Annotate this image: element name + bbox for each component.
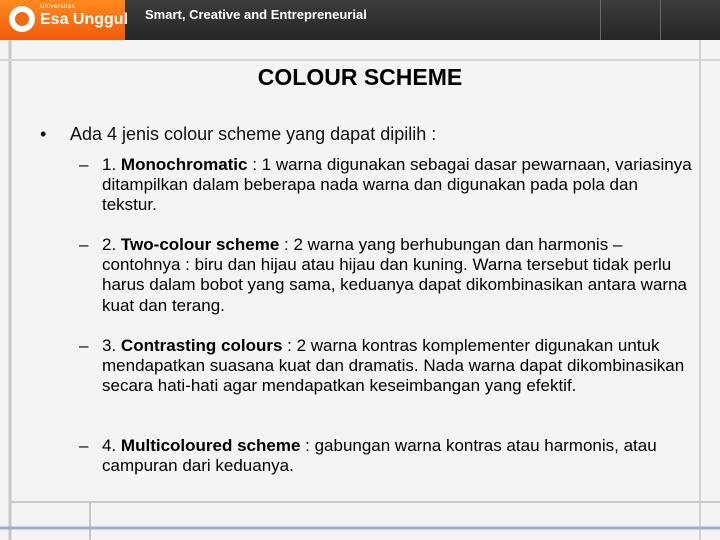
item-term: Two-colour scheme: [120, 235, 280, 254]
item-description: : 2 warna kontras komplementer digunakan untuk mendapatkan suasana kuat dan dramatis. Nada warna dapat dikombinasikan secara hati-hati agar mendapatkan keseimbangan yang efektif.: [102, 336, 685, 396]
item-description: : gabungan warna kontras atau harmonis, atau campuran dari keduanya.: [102, 436, 657, 476]
item-description: : 2 warna yang berhubungan dan harmonis – contohnya : biru dan hijau atau hijau dan kuning. Warna tersebut tidak perlu harus dalam bobot yang sama, keduanya dapat dikombinasikan antara warna kuat dan terang.: [102, 235, 687, 315]
list-item: [79, 235, 692, 316]
item-term: Monochromatic: [120, 155, 248, 174]
item-term: Contrasting colours: [120, 336, 283, 355]
intro-bullet-item: [40, 124, 436, 145]
list-item: [79, 336, 692, 397]
dash-icon: –: [79, 155, 89, 174]
logo-small-text: Universitas: [40, 4, 76, 10]
item-term: Multicoloured scheme: [120, 436, 301, 455]
intro-text: Ada 4 jenis colour scheme yang dapat dipilih :: [70, 124, 437, 144]
list-item: [79, 155, 692, 216]
header-bar: [0, 0, 720, 40]
item-number: 1.: [102, 155, 117, 174]
dash-icon: –: [79, 436, 89, 455]
item-number: 4.: [102, 436, 117, 455]
bullet-icon: •: [40, 124, 47, 144]
item-number: 3.: [102, 336, 117, 355]
dash-icon: –: [79, 235, 89, 254]
list-item: [79, 436, 692, 476]
university-logo: [0, 0, 129, 40]
header-divider: [660, 0, 661, 40]
logo-text: Esa Unggul: [40, 11, 129, 28]
header-tagline: Smart, Creative and Entrepreneurial: [145, 7, 367, 22]
item-number: 2.: [102, 235, 117, 254]
slide-title: COLOUR SCHEME: [257, 64, 463, 90]
header-divider: [600, 0, 601, 40]
item-description: : 1 warna digunakan sebagai dasar pewarnaan, variasinya ditampilkan dalam beberapa nada warna dan digunakan pada pola dan tekstur.: [102, 155, 692, 215]
dash-icon: –: [79, 336, 89, 355]
logo-emblem-icon: [9, 6, 35, 32]
